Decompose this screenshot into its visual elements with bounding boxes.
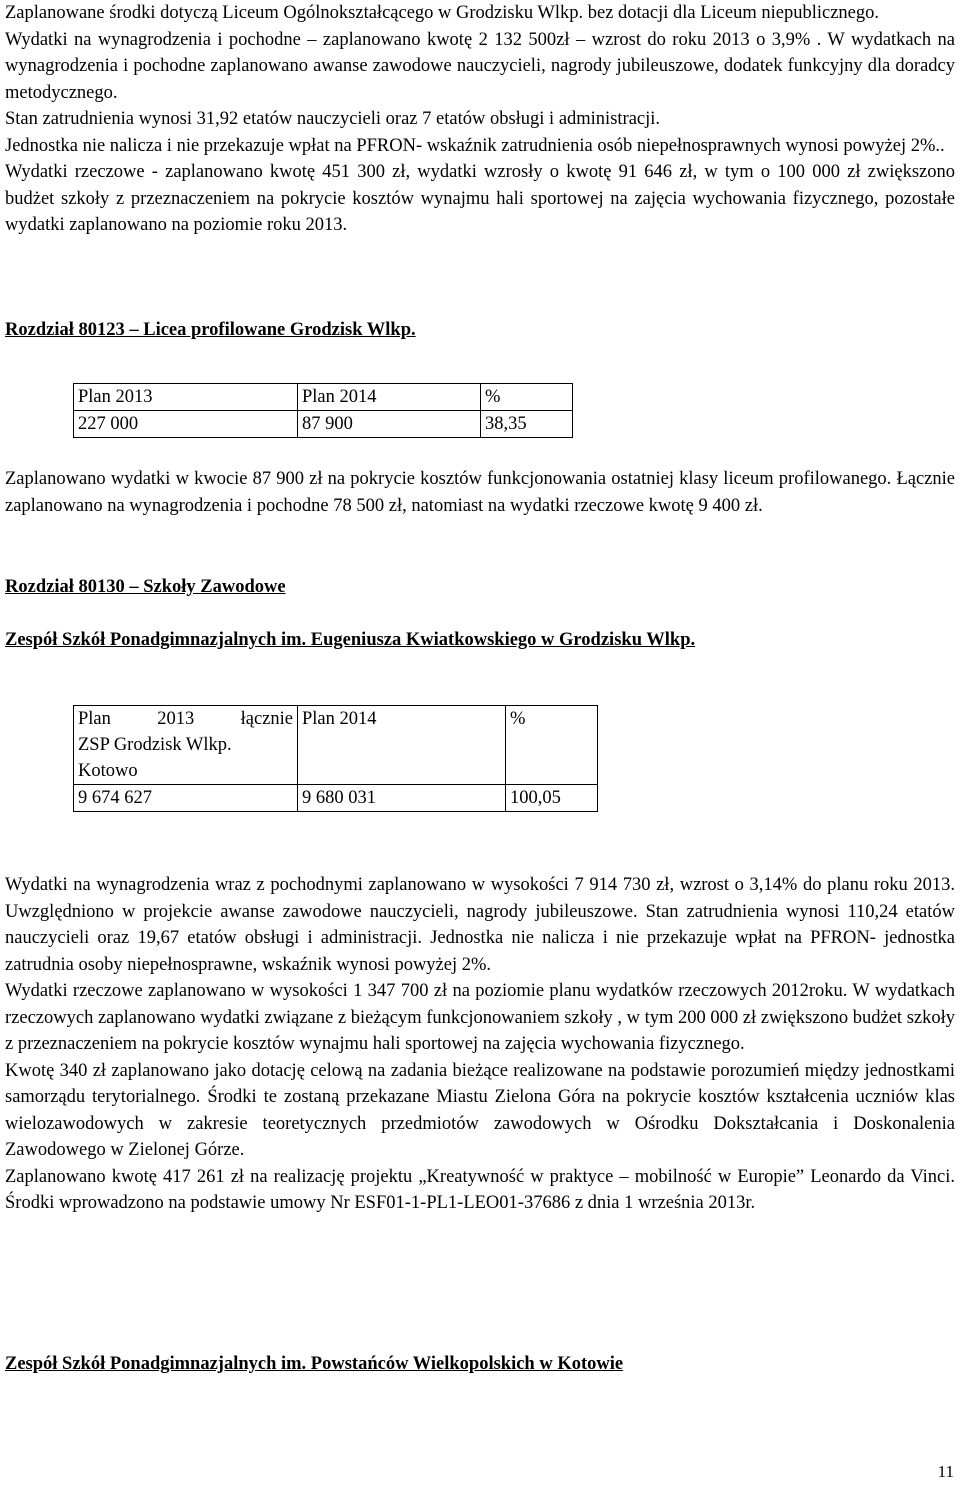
table-cell: 38,35 (481, 411, 573, 438)
table-header-row (74, 384, 573, 411)
intro-paragraph-3: Stan zatrudnienia wynosi 31,92 etatów nauczycieli oraz 7 etatów obsługi i administracji. (5, 109, 661, 129)
table-header-cell: Plan 2014 (298, 706, 506, 785)
table-header-cell: Plan 2013 (74, 384, 298, 411)
school-heading-kotowo: Zespół Szkół Ponadgimnazjalnych im. Powstańców Wielkopolskich w Kotowie (5, 1354, 624, 1374)
section-80123-heading: Rozdział 80123 – Licea profilowane Grodzisk Wlkp. (5, 320, 416, 340)
section-80123-table (73, 383, 573, 438)
intro-paragraph-4: Jednostka nie nalicza i nie przekazuje wpłat na PFRON- wskaźnik zatrudnienia osób niepełnosprawnych wynosi powyżej 2%.. (5, 135, 945, 156)
section-80130-table (73, 705, 598, 812)
intro-block (5, 0, 955, 239)
section-80123-text-block (5, 466, 955, 519)
table-header-cell: % (481, 384, 573, 411)
table-header-cell: Plan 2014 (298, 384, 481, 411)
section-80130-heading: Rozdział 80130 – Szkoły Zawodowe (5, 577, 286, 597)
section-80123-paragraph: Zaplanowano wydatki w kwocie 87 900 zł na pokrycie kosztów funkcjonowania ostatniej klasy liceum profilowanego. Łącznie zaplanowano na wynagrodzenia i pochodne 78 500 zł, natomiast na wydatki rzeczowe kwotę 9 400 zł. (5, 469, 955, 516)
table-row (74, 785, 598, 812)
table-cell: 227 000 (74, 411, 298, 438)
page-number: 11 (937, 1462, 954, 1481)
header-line: ZSP Grodzisk Wlkp. (78, 735, 232, 755)
header-line: Plan 2013 łącznie (78, 709, 293, 729)
table-header-row (74, 706, 598, 785)
intro-paragraph-5: Wydatki rzeczowe - zaplanowano kwotę 451 300 zł, wydatki wzrosły o kwotę 91 646 zł, w tym o 100 000 zł zwiększono budżet szkoły z przeznaczeniem na pokrycie kosztów wynajmu hali sportowej na zajęcia wychowania fizycznego, pozostałe wydatki zaplanowano na poziomie roku 2013. (5, 162, 955, 235)
school-heading-kwiatkowski: Zespół Szkół Ponadgimnazjalnych im. Eugeniusza Kwiatkowskiego w Grodzisku Wlkp. (5, 630, 696, 650)
intro-paragraph-2: Wydatki na wynagrodzenia i pochodne – zaplanowano kwotę 2 132 500zł – wzrost do roku 2013 o 3,9% . W wydatkach na wynagrodzenia i pochodne zaplanowano awanse zawodowe nauczycieli, nagrody jubileuszowe, dodatek funkcyjny dla doradcy metodycznego. (5, 29, 955, 103)
table-cell: 9 680 031 (298, 785, 506, 812)
section-80130-text-block (5, 872, 955, 1217)
table-cell: 87 900 (298, 411, 481, 438)
header-line: Kotowo (78, 761, 138, 781)
table-cell: 100,05 (506, 785, 598, 812)
section-80130-paragraph-1: Wydatki na wynagrodzenia wraz z pochodnymi zaplanowano w wysokości 7 914 730 zł, wzrost o 3,14% do planu roku 2013. Uwzględniono w projekcie awanse zawodowe nauczycieli, nagrody jubileuszowe. Stan zatrudnienia wynosi 110,24 etatów nauczycieli oraz 19,67 etatów obsługi i administracji. Jednostka nie nalicza i nie przekazuje wpłat na PFRON- jednostka zatrudnia osoby niepełnosprawne, wskaźnik wynosi powyżej 2%. (5, 875, 955, 975)
table-cell: 9 674 627 (74, 785, 298, 812)
intro-paragraph-1: Zaplanowane środki dotyczą Liceum Ogólnokształcącego w Grodzisku Wlkp. bez dotacji dla Liceum niepublicznego. (5, 3, 879, 23)
section-80130-paragraph-2: Wydatki rzeczowe zaplanowano w wysokości 1 347 700 zł na poziomie planu wydatków rzeczowych 2012roku. W wydatkach rzeczowych zaplanowano wydatki związane z bieżącym funkcjonowaniem szkoły , w tym 200 000 zł zwiększono budżet szkoły z przeznaczeniem na pokrycie kosztów wynajmu hali sportowej na zajęcia wychowania fizycznego. (5, 981, 955, 1054)
section-80130-paragraph-4: Zaplanowano kwotę 417 261 zł na realizację projektu „Kreatywność w praktyce – mobilność w Europie” Leonardo da Vinci. Środki wprowadzono na podstawie umowy Nr ESF01-1-PL1-LEO01-37686 z dnia 1 września 2013r. (5, 1166, 955, 1213)
table-row (74, 411, 573, 438)
table-header-cell-plan-2013 (74, 706, 298, 785)
section-80130-paragraph-3: Kwotę 340 zł zaplanowano jako dotację celową na zadania bieżące realizowane na podstawie porozumień między jednostkami samorządu terytorialnego. Środki te zostaną przekazane Miastu Zielona Góra na pokrycie kosztów kształcenia uczniów klas wielozawodowych w zakresie teoretycznych przedmiotów zawodowych w Ośrodku Dokształcania i Doskonalenia Zawodowego w Zielonej Górze. (5, 1060, 955, 1160)
table-header-cell: % (506, 706, 598, 785)
